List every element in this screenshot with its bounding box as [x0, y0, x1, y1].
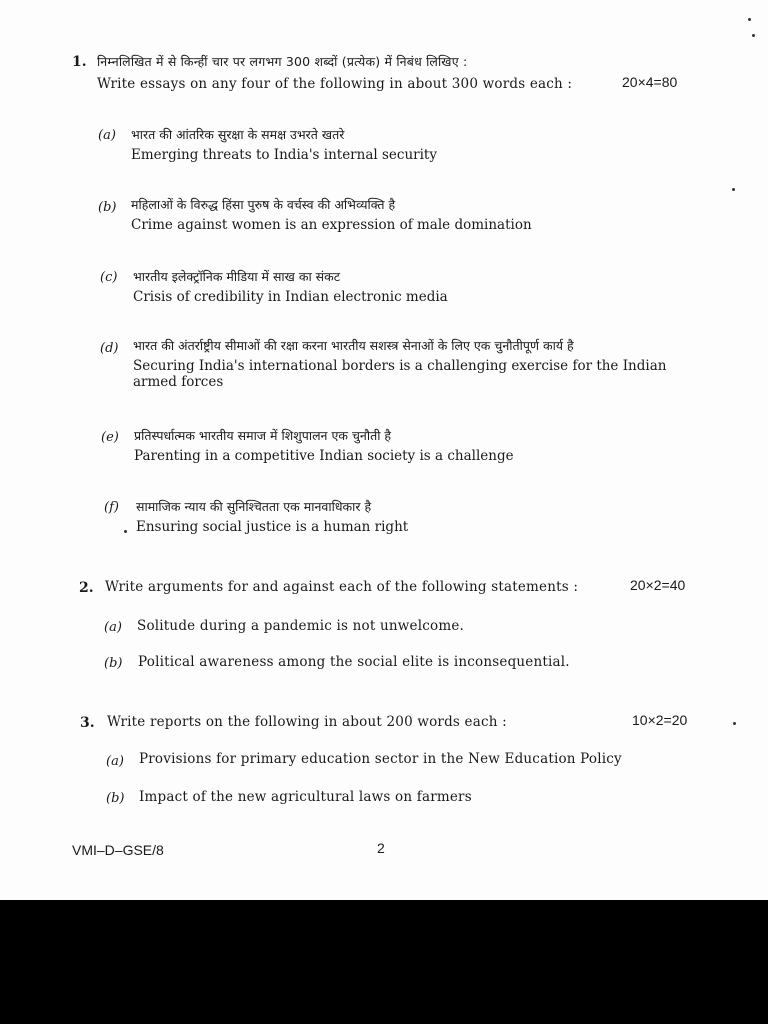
scan-black-band	[0, 900, 768, 1024]
question-number: 2.	[79, 580, 94, 596]
item-a	[131, 126, 437, 164]
item-label: (b)	[106, 791, 125, 806]
item-english: Parenting in a competitive Indian society is a challenge	[134, 448, 514, 464]
question-3-marks: 10×2=20	[632, 712, 688, 728]
item-hindi: भारत की अंतर्राष्ट्रीय सीमाओं की रक्षा करना भारतीय सशस्त्र सेनाओं के लिए एक चुनौतीपूर्ण कार्य है	[133, 338, 574, 353]
item-b	[131, 196, 532, 234]
item-text: Provisions for primary education sector in the New Education Policy	[139, 751, 622, 767]
item-label: (f)	[104, 500, 119, 515]
question-2-marks: 20×2=40	[630, 577, 686, 593]
item-d	[133, 337, 666, 389]
speck	[748, 18, 751, 21]
question-2-instruction: Write arguments for and against each of the following statements :	[105, 579, 579, 595]
speck	[733, 722, 736, 725]
item-hindi: सामाजिक न्याय की सुनिश्चितता एक मानवाधिकार है	[136, 499, 372, 514]
question-1-instruction: Write essays on any four of the following in about 300 words each :	[97, 76, 573, 92]
question-3-instruction: Write reports on the following in about 200 words each :	[107, 714, 507, 730]
item-hindi: प्रतिस्पर्धात्मक भारतीय समाज में शिशुपालन एक चुनौती है	[134, 428, 392, 443]
item-c	[133, 268, 448, 306]
speck	[752, 34, 755, 37]
question-1-hindi-instruction: निम्नलिखित में से किन्हीं चार पर लगभग 300 शब्दों (प्रत्येक) में निबंध लिखिए :	[97, 54, 468, 69]
question-1-marks: 20×4=80	[622, 74, 678, 90]
item-text: Solitude during a pandemic is not unwelcome.	[137, 618, 465, 634]
item-e	[134, 427, 514, 465]
item-english: Crisis of credibility in Indian electronic media	[133, 289, 448, 305]
question-number: 1.	[72, 54, 87, 70]
item-text: Political awareness among the social elite is inconsequential.	[138, 654, 570, 670]
item-text: Impact of the new agricultural laws on farmers	[139, 789, 472, 805]
item-label: (a)	[98, 128, 116, 143]
item-label: (b)	[98, 200, 117, 215]
item-label: (a)	[104, 620, 122, 635]
item-english: Ensuring social justice is a human right	[136, 519, 409, 535]
item-label: (b)	[104, 656, 123, 671]
item-english: Crime against women is an expression of male domination	[131, 217, 532, 233]
item-hindi: भारत की आंतरिक सुरक्षा के समक्ष उभरते खतरे	[131, 127, 345, 142]
item-label: (a)	[106, 754, 124, 769]
item-hindi: भारतीय इलेक्ट्रॉनिक मीडिया में साख का संकट	[133, 269, 341, 284]
item-english-continued: armed forces	[133, 374, 224, 390]
paper-code: VMI–D–GSE/8	[72, 842, 164, 858]
item-label: (e)	[101, 430, 119, 445]
question-number: 3.	[80, 715, 95, 731]
item-english: Emerging threats to India's internal security	[131, 147, 437, 163]
item-hindi: महिलाओं के विरुद्ध हिंसा पुरुष के वर्चस्व की अभिव्यक्ति है	[131, 197, 396, 212]
speck	[124, 530, 127, 533]
item-label: (d)	[100, 341, 119, 356]
item-label: (c)	[100, 270, 118, 285]
page-number: 2	[377, 840, 385, 856]
item-english: Securing India's international borders is a challenging exercise for the Indian	[133, 358, 667, 374]
speck	[732, 188, 735, 191]
item-f	[136, 498, 408, 536]
